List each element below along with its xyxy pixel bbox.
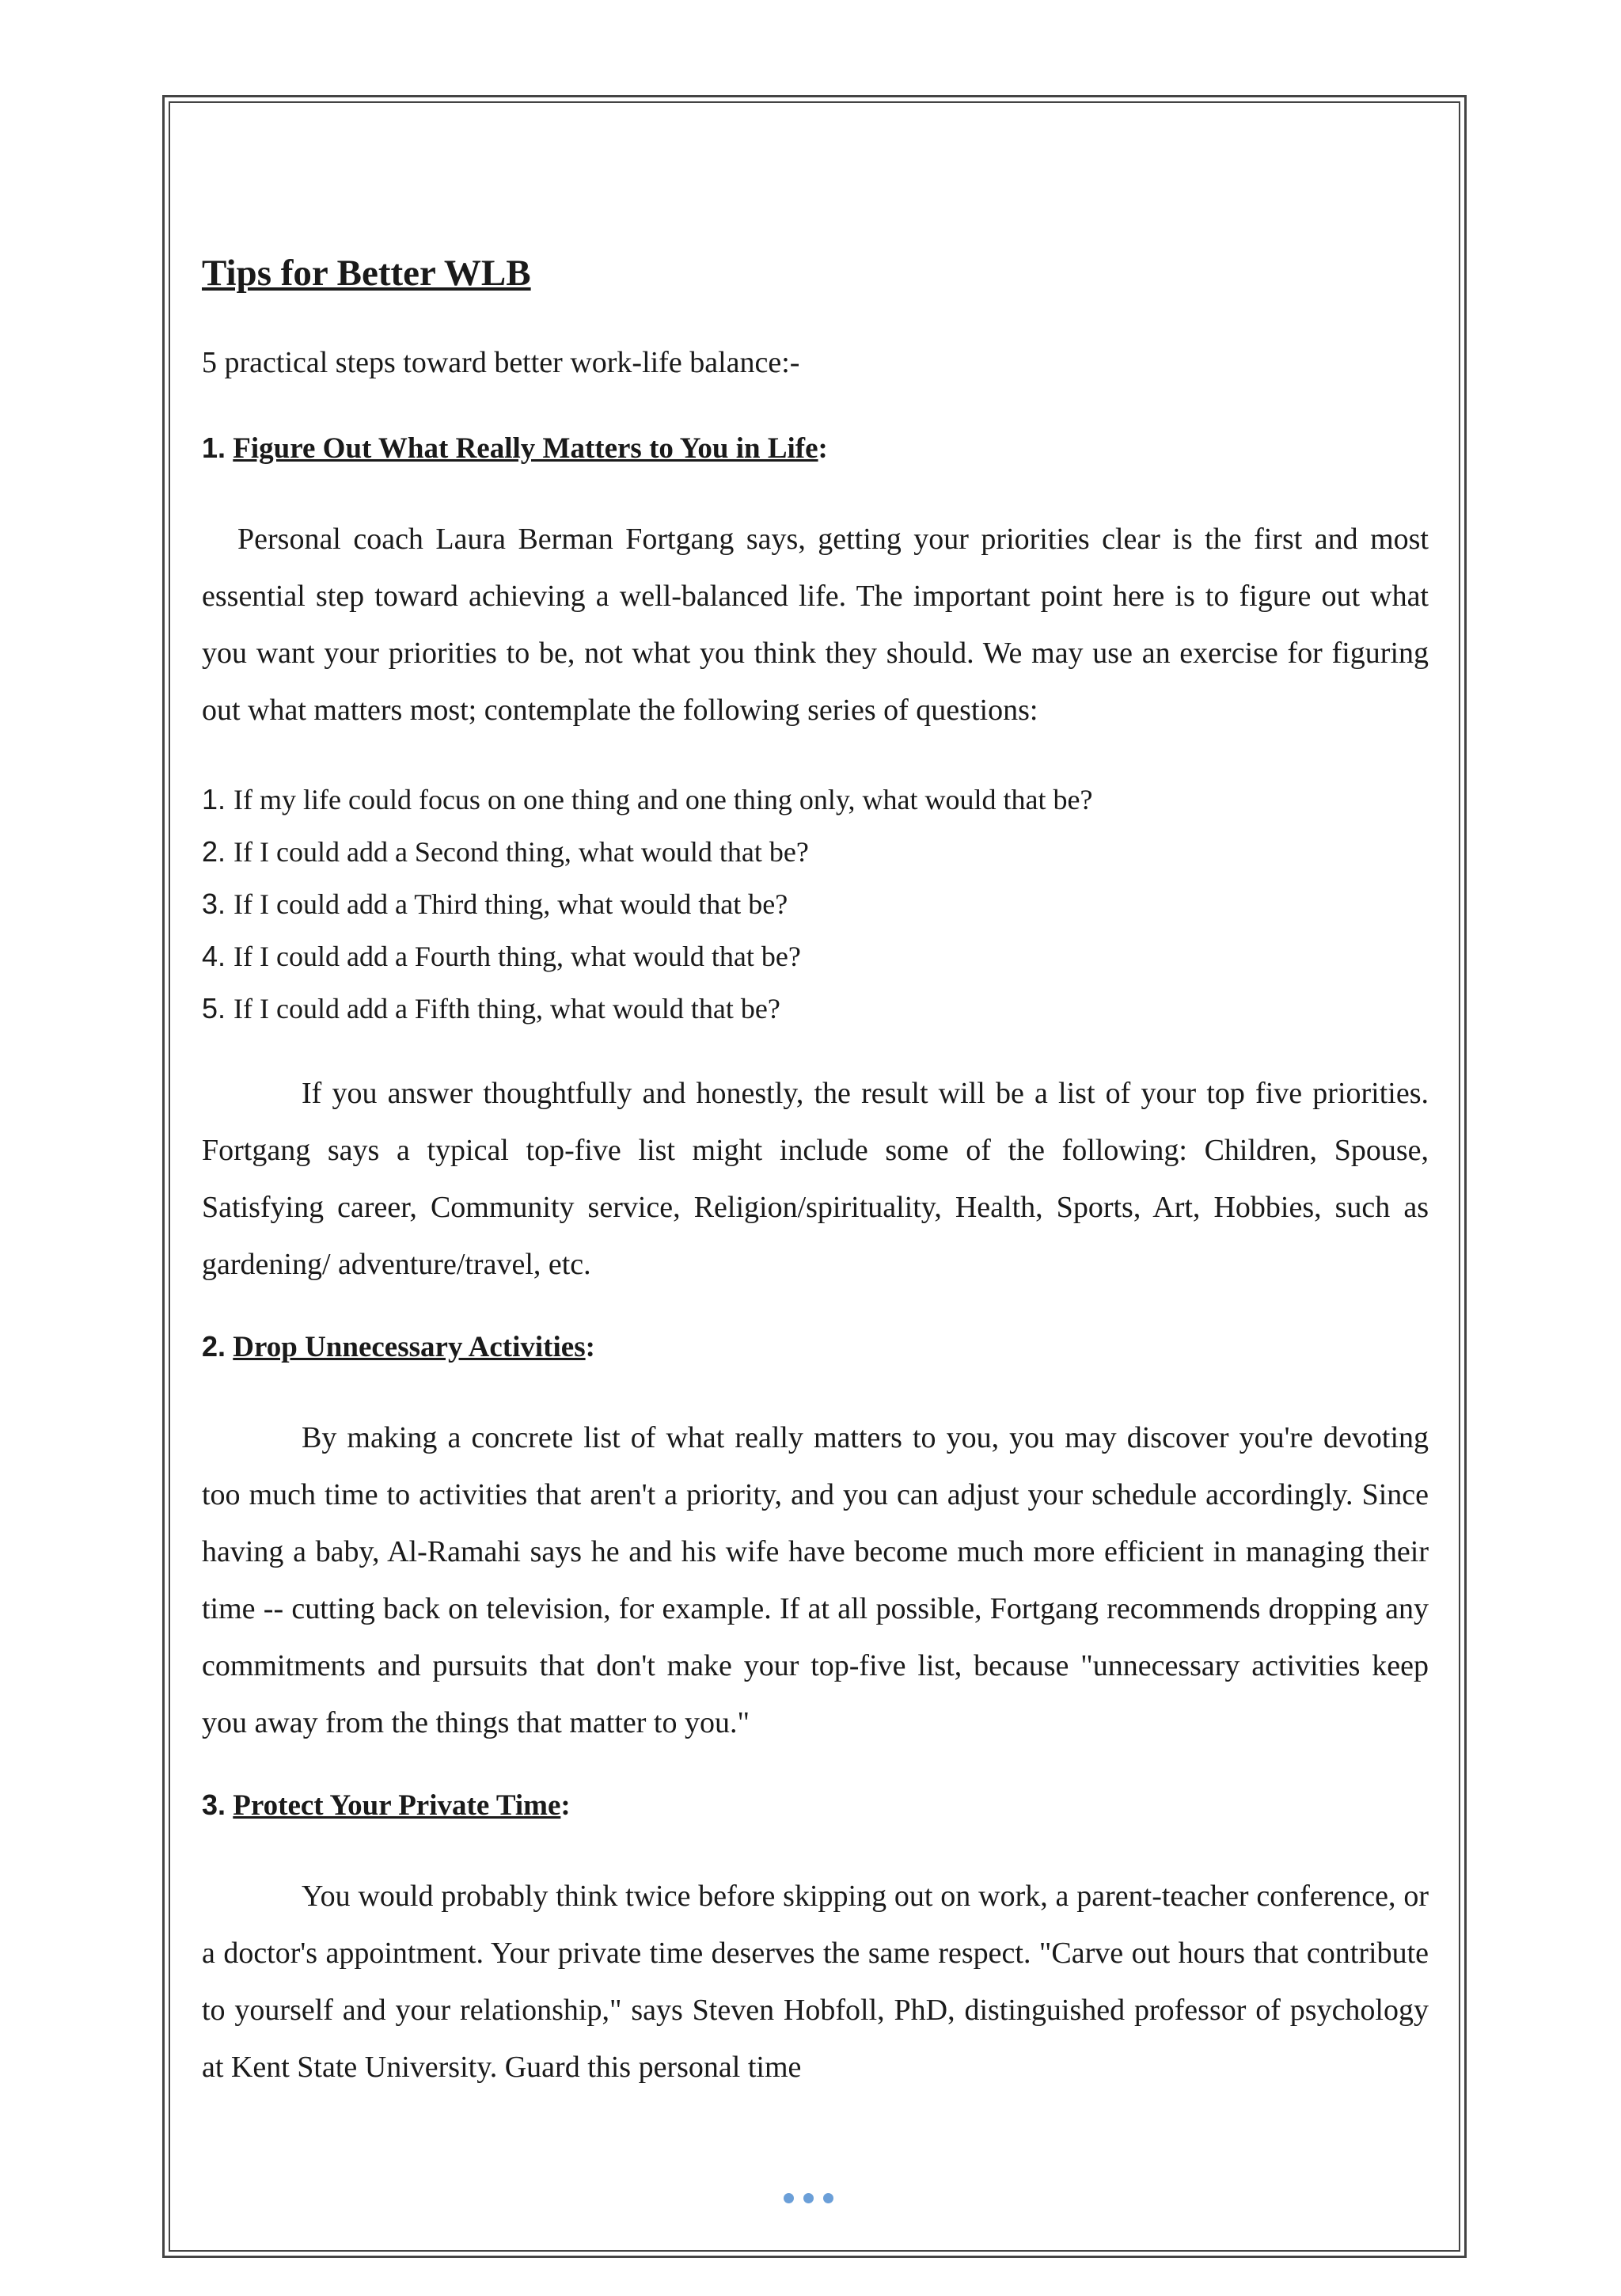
priority-questions-list [202, 774, 1429, 1035]
document-body [202, 241, 1429, 2096]
dot-icon [803, 2193, 814, 2203]
section-colon: : [585, 1331, 595, 1363]
question-text: If I could add a Second thing, what would that be? [233, 836, 809, 868]
question-number: 5. [202, 992, 226, 1024]
section-number: 1. [202, 431, 226, 464]
question-number: 3. [202, 888, 226, 920]
list-item [202, 878, 1429, 930]
question-text: If I could add a Fifth thing, what would that be? [233, 993, 780, 1024]
section-number: 3. [202, 1789, 226, 1821]
list-item [202, 930, 1429, 983]
section-title: Figure Out What Really Matters to You in Life [233, 432, 818, 465]
list-item [202, 774, 1429, 826]
intro-text: 5 practical steps toward better work-life balance:- [202, 346, 800, 379]
question-text: If I could add a Third thing, what would that be? [233, 888, 788, 920]
section-3-heading [202, 1775, 1429, 1836]
more-pages-indicator[interactable] [784, 2193, 833, 2203]
section-colon: : [560, 1789, 571, 1822]
dot-icon [784, 2193, 794, 2203]
section-1-heading [202, 418, 1429, 479]
section-2-heading [202, 1317, 1429, 1378]
question-number: 4. [202, 940, 226, 972]
list-item [202, 983, 1429, 1035]
section-2-paragraph-1: By making a concrete list of what really matters to you, you may discover you're devoting too much time to activities that aren't a priority, and you can adjust your schedule accordingly. Since having a baby, Al-Ramahi says he and his wife have become much more efficient in managing their time -- cutting back on television, for example. If at all possible, Fortgang recommends dropping any commitments and pursuits that don't make your top-five list, because "unnecessary activities keep you away from the things that matter to you." [202, 1421, 1429, 1739]
section-title: Protect Your Private Time [233, 1789, 561, 1822]
dot-icon [823, 2193, 833, 2203]
section-number: 2. [202, 1330, 226, 1363]
section-3-paragraph-1: You would probably think twice before skipping out on work, a parent-teacher conference, or a doctor's appointment. Your private time deserves the same respect. "Carve out hours that contribute to yourself and your relationship," says Steven Hobfoll, PhD, distinguished professor of psychology at Kent State University. Guard this personal time [202, 1880, 1429, 2084]
question-number: 2. [202, 835, 226, 868]
question-text: If my life could focus on one thing and one thing only, what would that be? [233, 784, 1093, 815]
list-item [202, 826, 1429, 878]
document-title: Tips for Better WLB [202, 253, 531, 294]
section-colon: : [818, 432, 828, 465]
section-1-paragraph-2: If you answer thoughtfully and honestly, the result will be a list of your top five priorities. Fortgang says a typical top-five list might include some of the following: Children, Spouse, Satisfying career, Community service, Religion/spirituality, Health, Sports, Art, Hobbies, such as gardening/ adventure/travel, etc. [202, 1077, 1429, 1281]
question-text: If I could add a Fourth thing, what would that be? [233, 941, 801, 972]
section-1-paragraph-1: Personal coach Laura Berman Fortgang says, getting your priorities clear is the first and most essential step toward achieving a well-balanced life. The important point here is to figure out what you want your priorities to be, not what you think they should. We may use an exercise for figuring out what matters most; contemplate the following series of questions: [202, 523, 1429, 727]
question-number: 1. [202, 783, 226, 815]
section-title: Drop Unnecessary Activities [233, 1331, 586, 1363]
